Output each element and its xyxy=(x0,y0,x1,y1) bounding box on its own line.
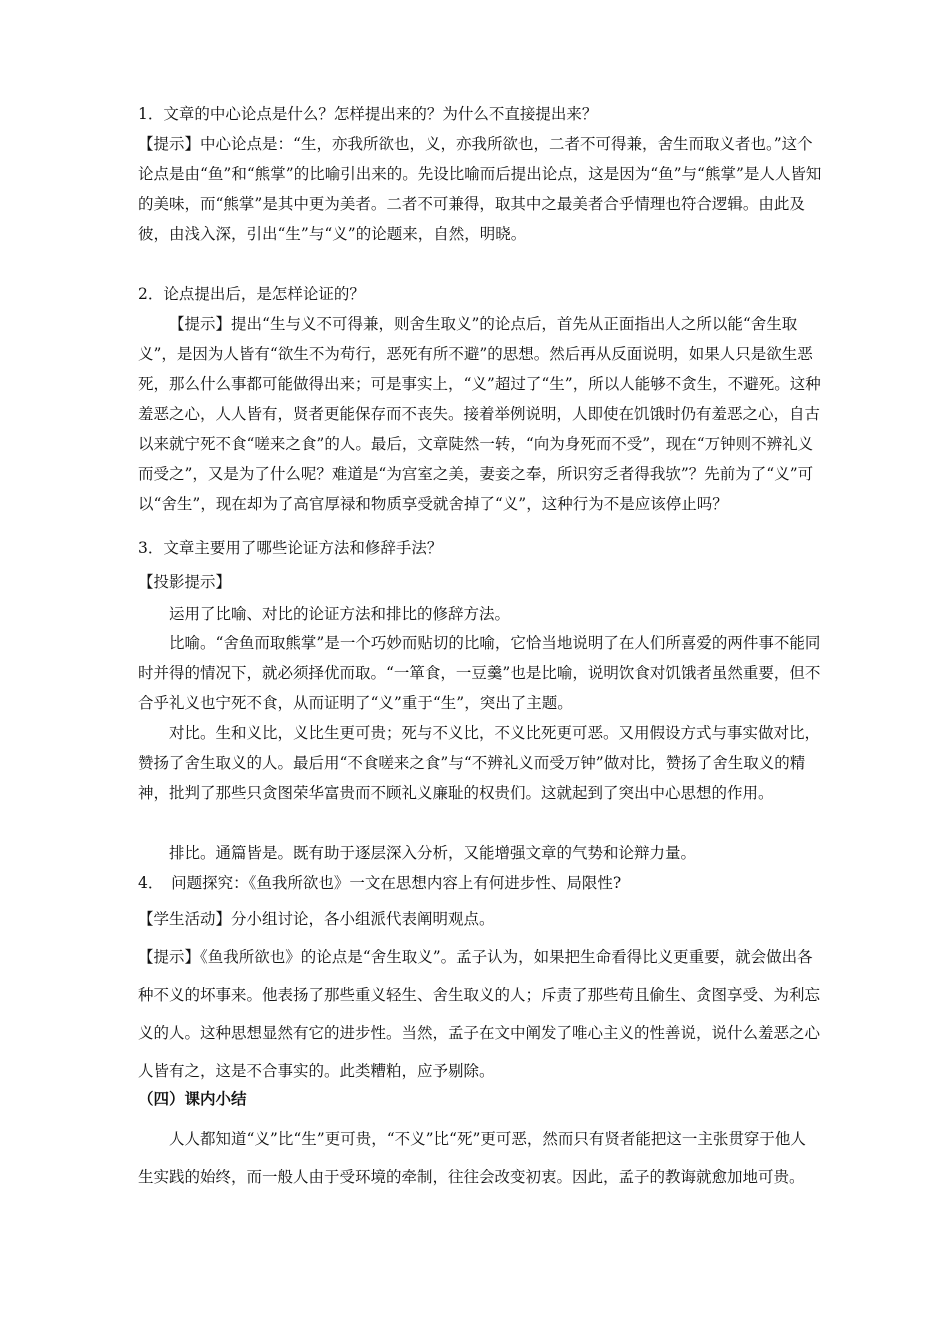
question-2-hint xyxy=(138,309,828,519)
student-activity xyxy=(138,904,828,934)
question-4: 4． 问题探究：《鱼我所欲也》一文在思想内容上有何进步性、局限性? xyxy=(138,874,622,892)
hint-label: 【提示】 xyxy=(169,315,232,333)
contrast-paragraph: 对比。生和义比，义比生更可贵；死与不义比，不义比死更可恶。又用假设方式与事实做对比，赞扬了舍生取义的人。最后用“不食嗟来之食”与“不辨礼义而受万钟”做对比，赞扬了舍生取义的精神，批判了那些只贪图荣华富贵而不顾礼义廉耻的权贵们。这就起到了突出中心思想的作用。 xyxy=(138,724,821,802)
section-heading-summary: （四）课内小结 xyxy=(138,1089,247,1108)
metaphor-paragraph: 比喻。“舍鱼而取熊掌”是一个巧妙而贴切的比喻，它恰当地说明了在人们所喜爱的两件事不能同时并得的情况下，就必须择优而取。“一箪食，一豆羹”也是比喻，说明饮食对饥饿者虽然重要，但不合乎礼义也宁死不食，从而证明了“义”重于“生”，突出了主题。 xyxy=(138,634,821,712)
question-1-hint xyxy=(138,129,828,249)
hint-text: 《鱼我所欲也》的论点是“舍生取义”。孟子认为，如果把生命看得比义更重要，就会做出各种不义的坏事来。他表扬了那些重义轻生、舍生取义的人；斥责了那些苟且偷生、贪图享受、为利忘义的人。这种思想显然有它的进步性。当然，孟子在文中阐发了唯心主义的性善说，说什么羞恶之心人皆有之，这是不合事实的。此类糟粕，应予剔除。 xyxy=(138,948,821,1080)
question-4-hint xyxy=(138,938,828,1090)
hint-label: 【提示】 xyxy=(138,948,201,966)
activity-label: 【学生活动】 xyxy=(138,910,232,928)
question-1: 1．文章的中心论点是什么？怎样提出来的？为什么不直接提出来？ xyxy=(138,105,598,123)
question-3: 3．文章主要用了哪些论证方法和修辞手法？ xyxy=(138,539,443,557)
hint-label: 【提示】 xyxy=(138,135,201,153)
methods-summary: 运用了比喻、对比的论证方法和排比的修辞方法。 xyxy=(169,605,511,623)
projection-hint-label: 【投影提示】 xyxy=(138,573,232,591)
parallelism-paragraph: 排比。通篇皆是。既有助于逐层深入分析，又能增强文章的气势和论辩力量。 xyxy=(169,844,697,862)
summary-paragraph: 人人都知道“义”比“生”更可贵，“不义”比“死”更可恶，然而只有贤者能把这一主张贯穿于他人生实践的始终，而一般人由于受环境的牵制，往往会改变初衷。因此，孟子的教诲就愈加地可贵。 xyxy=(138,1130,806,1186)
question-2: 2．论点提出后，是怎样论证的？ xyxy=(138,285,365,303)
activity-text: 分小组讨论，各小组派代表阐明观点。 xyxy=(231,910,495,928)
hint-text: 提出“生与义不可得兼，则舍生取义”的论点后，首先从正面指出人之所以能“舍生取义”，是因为人皆有“欲生不为苟行，恶死有所不避”的思想。然后再从反面说明，如果人只是欲生恶死，那么什么事都可能做得出来；可是事实上，“义”超过了“生”，所以人能够不贪生，不避死。这种羞恶之心，人人皆有，贤者更能保存而不丧失。接着举例说明，人即使在饥饿时仍有羞恶之心，自古以来就宁死不食“嗟来之食”的人。最后，文章陡然一转，“向为身死而不受”，现在“万钟则不辨礼义而受之”，又是为了什么呢？难道是“为宫室之美，妻妾之奉，所识穷乏者得我欤”？先前为了“义”可以“舍生”，现在却为了高官厚禄和物质享受就舍掉了“义”，这种行为不是应该停止吗？ xyxy=(138,315,821,513)
hint-text: 中心论点是：“生，亦我所欲也，义，亦我所欲也，二者不可得兼，舍生而取义者也。”这个论点是由“鱼”和“熊掌”的比喻引出来的。先设比喻而后提出论点，这是因为“鱼”与“熊掌”是人人皆知的美味，而“熊掌”是其中更为美者。二者不可兼得，取其中之最美者合乎情理也符合逻辑。由此及彼，由浅入深，引出“生”与“义”的论题来，自然，明晓。 xyxy=(138,135,822,243)
